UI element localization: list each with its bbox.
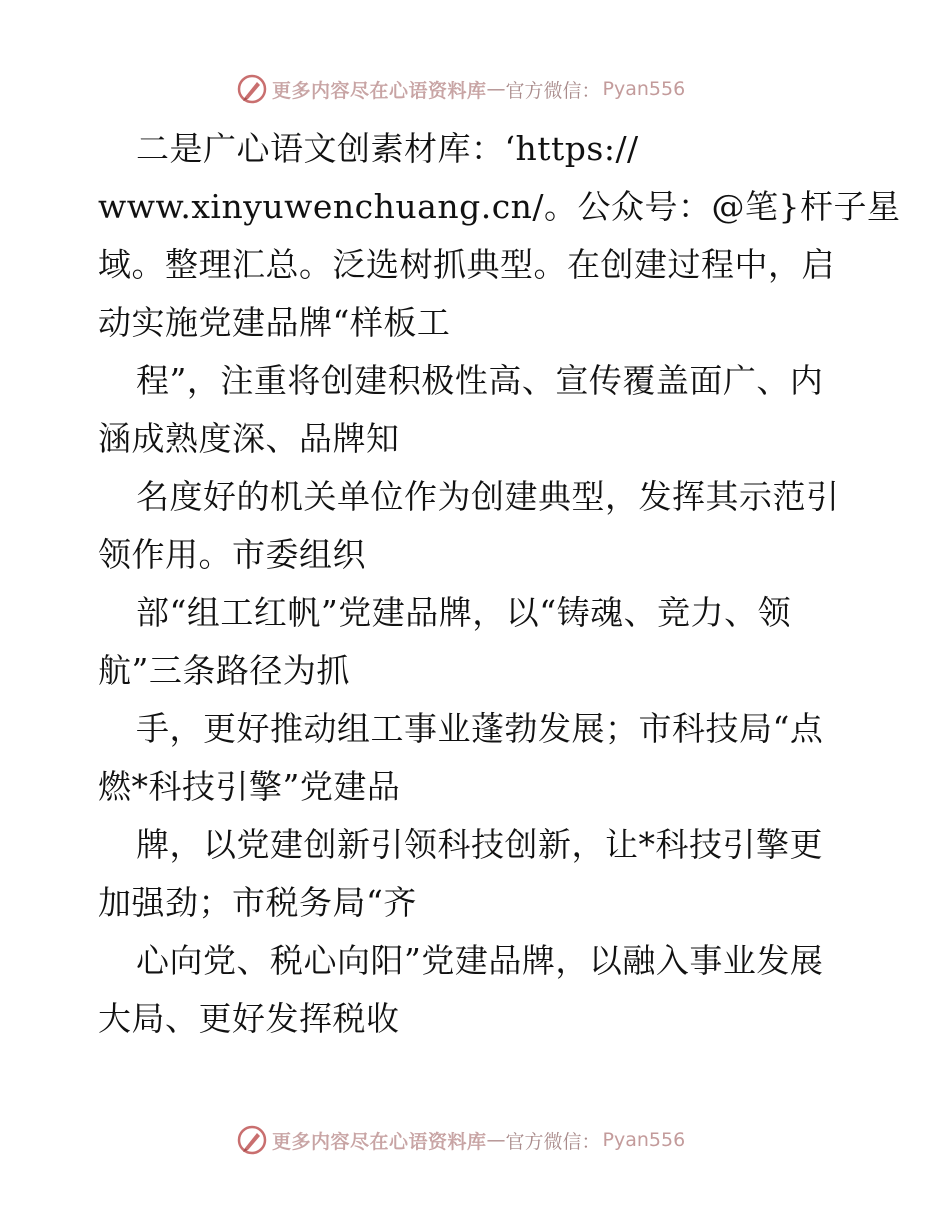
banner-wechat-label: 官方微信： (505, 79, 601, 102)
footer-watermark (236, 1123, 736, 1157)
pen-logo-icon (236, 73, 268, 105)
text-line: 加强劲；市税务局“齐 (98, 883, 417, 922)
text-line: 心向党、税心向阳”党建品牌，以融入事业发展 (136, 941, 824, 980)
banner-separator: — (486, 78, 506, 100)
banner-wechat-id: Pyan556 (602, 78, 686, 100)
banner-main-text: 更多内容尽在心语资料库 (272, 79, 487, 102)
text-line: www.xinyuwenchuang.cn/。公众号：@笔}杆子星 (98, 187, 901, 226)
text-line: 燃*科技引擎”党建品 (98, 767, 401, 806)
text-line: 手，更好推动组工事业蓬勃发展；市科技局“点 (136, 709, 824, 748)
text-line: 领作用。市委组织 (98, 535, 366, 574)
text-line: 部“组工红帆”党建品牌，以“铸魂、竞力、领 (136, 593, 792, 632)
pen-logo-icon (236, 1124, 268, 1156)
text-line: 大局、更好发挥税收 (98, 999, 400, 1038)
banner-separator: — (486, 1129, 506, 1151)
text-line: 牌，以党建创新引领科技创新，让*科技引擎更 (136, 825, 823, 864)
header-watermark (236, 72, 736, 106)
banner-wechat-id: Pyan556 (602, 1129, 686, 1151)
banner-main-text: 更多内容尽在心语资料库 (272, 1130, 487, 1153)
text-line: 程”，注重将创建积极性高、宣传覆盖面广、内 (136, 361, 824, 400)
text-line: 二是广心语文创素材库：‘https:// (136, 129, 639, 168)
document-body (98, 120, 901, 1048)
text-line: 域。整理汇总。泛选树抓典型。在创建过程中，启 (98, 245, 835, 284)
text-line: 名度好的机关单位作为创建典型，发挥其示范引 (136, 477, 840, 516)
text-line: 航”三条路径为抓 (98, 651, 350, 690)
banner-wechat-label: 官方微信： (505, 1130, 601, 1153)
text-line: 涵成熟度深、品牌知 (98, 419, 400, 458)
text-line: 动实施党建品牌“样板工 (98, 303, 451, 342)
